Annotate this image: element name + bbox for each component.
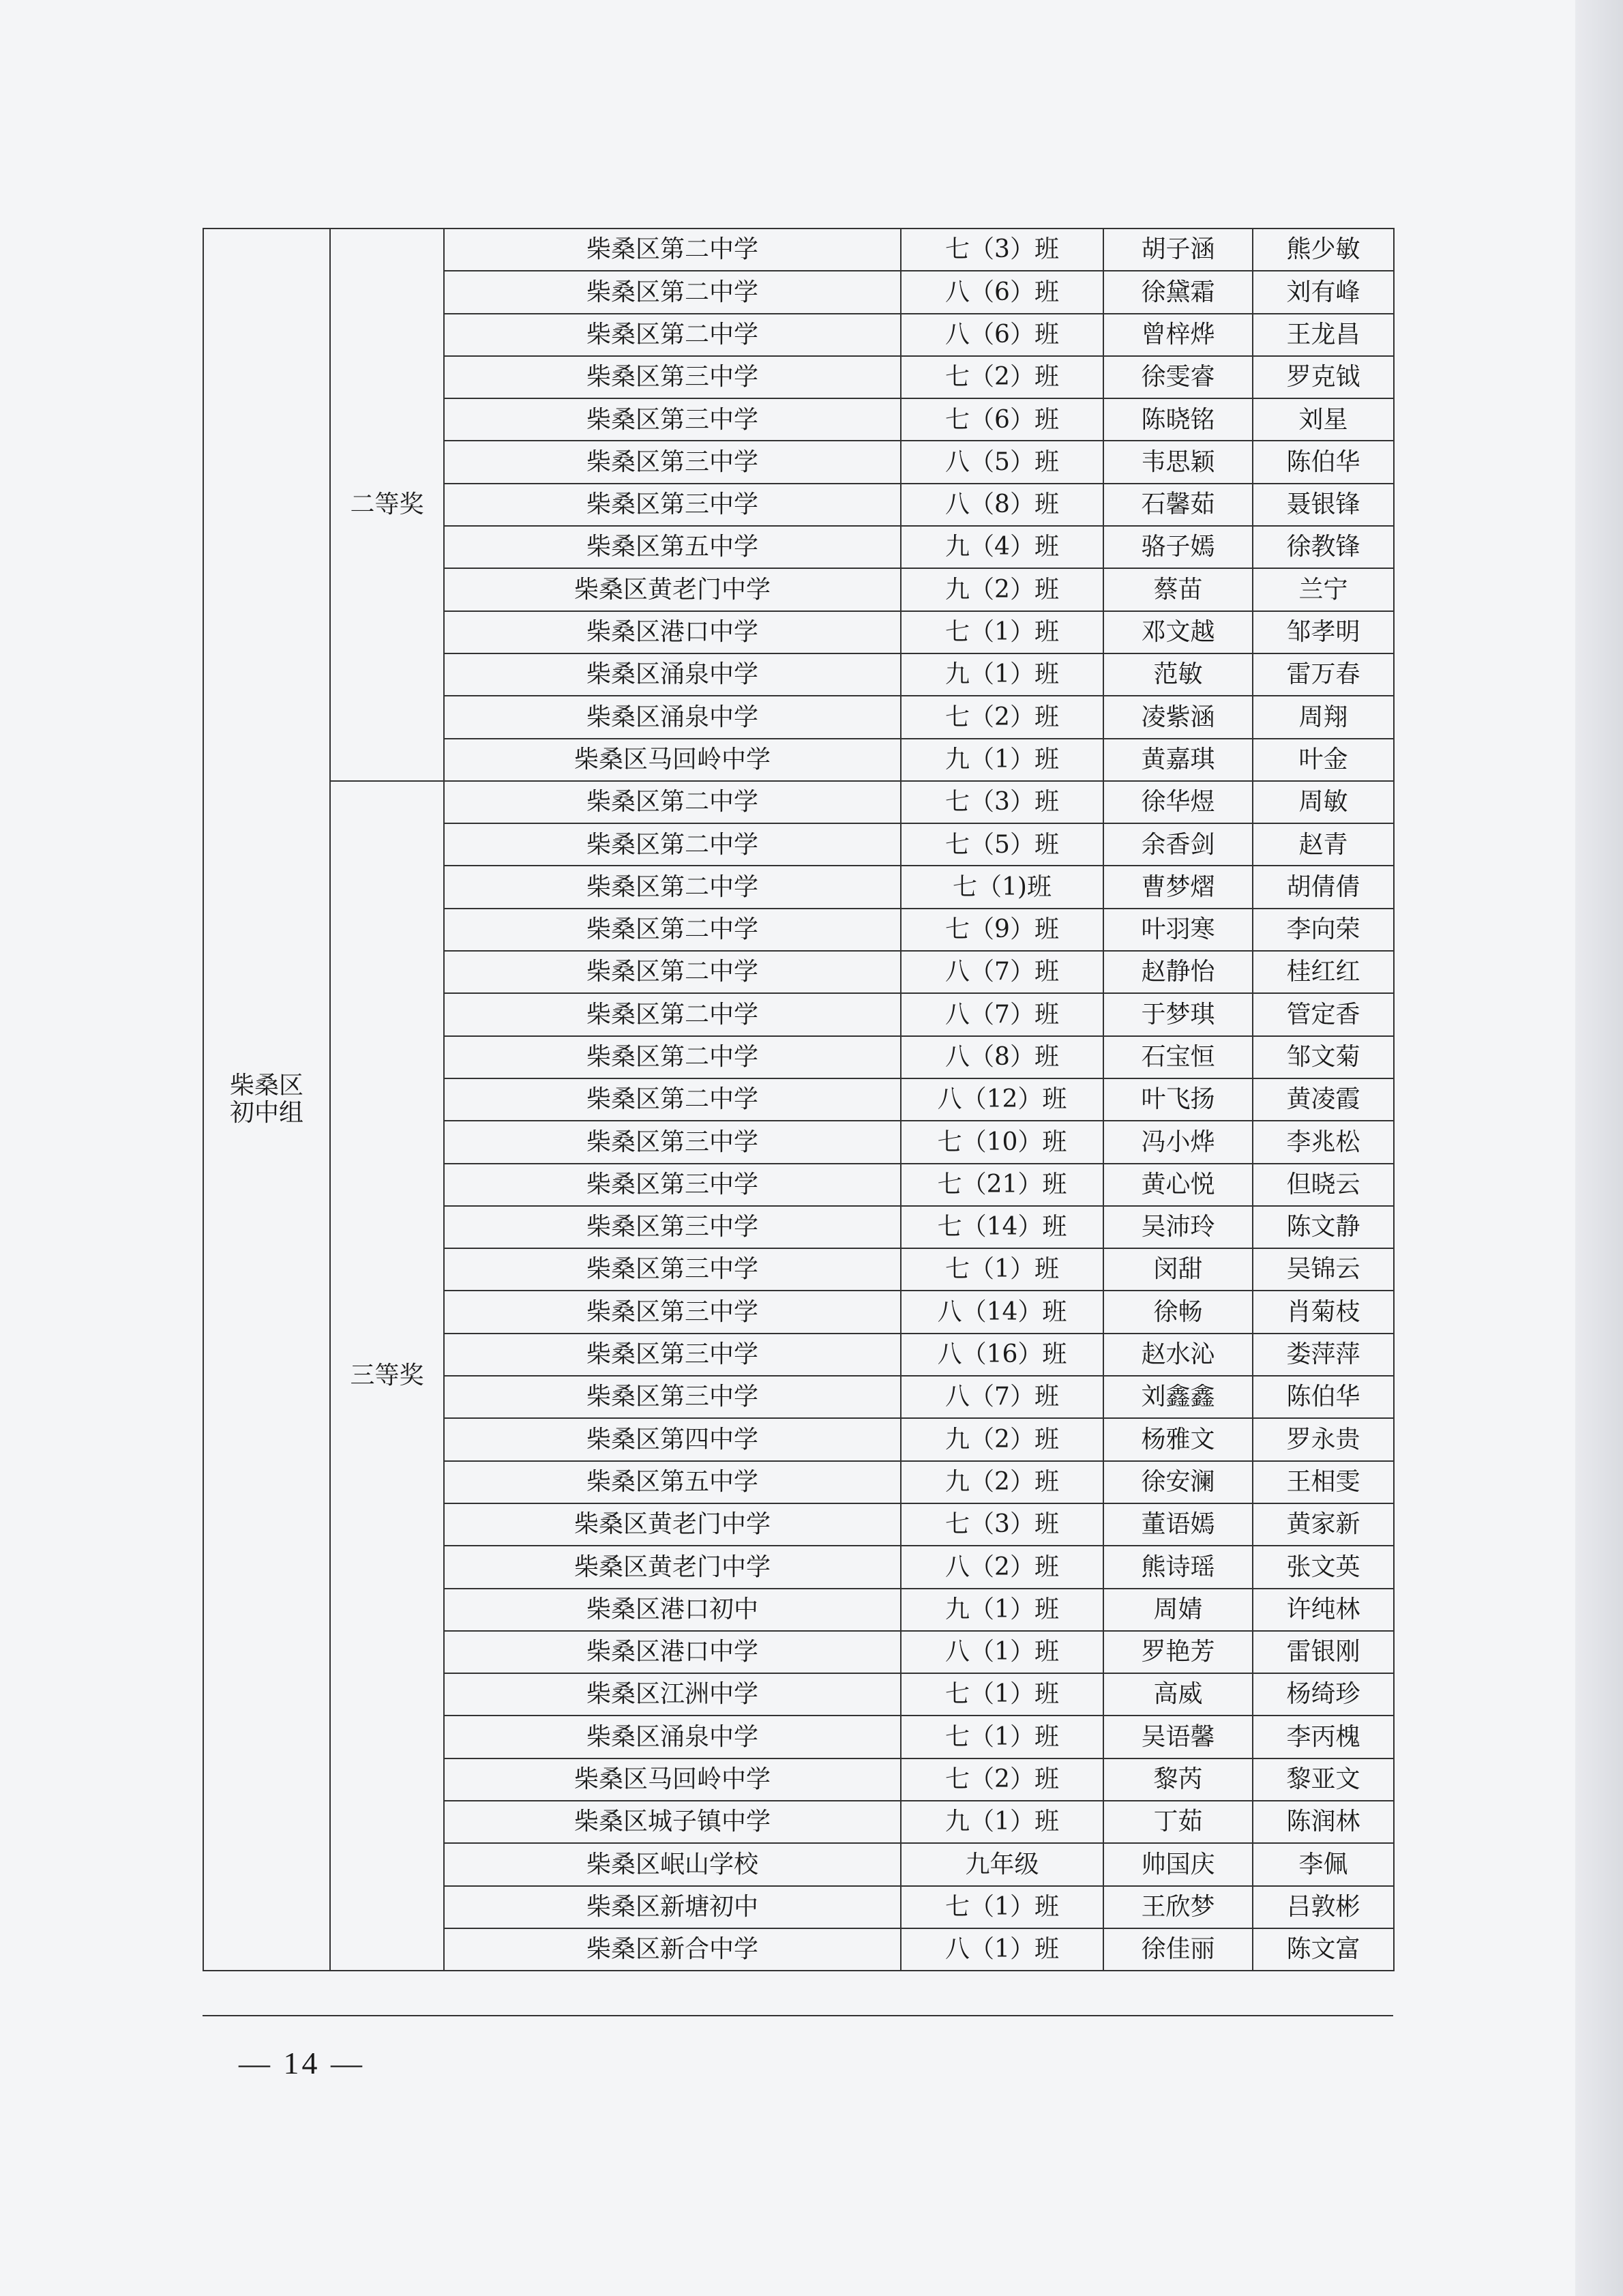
student-cell: 石宝恒: [1103, 1036, 1253, 1078]
student-cell: 赵水沁: [1103, 1334, 1253, 1376]
student-cell: 冯小烨: [1103, 1121, 1253, 1163]
teacher-cell: 黎亚文: [1253, 1758, 1394, 1801]
school-cell: 柴桑区第三中学: [444, 1248, 901, 1291]
teacher-cell: 陈文静: [1253, 1206, 1394, 1248]
class-cell: 七（6）班: [901, 398, 1103, 441]
student-cell: 丁茹: [1103, 1801, 1253, 1843]
class-cell: 九（1）班: [901, 1801, 1103, 1843]
student-cell: 熊诗瑶: [1103, 1546, 1253, 1588]
student-cell: 罗艳芳: [1103, 1631, 1253, 1673]
school-cell: 柴桑区岷山学校: [444, 1843, 901, 1885]
class-cell: 八（5）班: [901, 441, 1103, 483]
class-cell: 八（6）班: [901, 314, 1103, 356]
school-cell: 柴桑区黄老门中学: [444, 1503, 901, 1546]
class-cell: 八（8）班: [901, 1036, 1103, 1078]
student-cell: 范敏: [1103, 653, 1253, 696]
class-cell: 七（2）班: [901, 696, 1103, 738]
teacher-cell: 王相雯: [1253, 1461, 1394, 1503]
school-cell: 柴桑区第三中学: [444, 1376, 901, 1418]
class-cell: 七（3）班: [901, 781, 1103, 823]
teacher-cell: 徐教锋: [1253, 526, 1394, 568]
student-cell: 徐安澜: [1103, 1461, 1253, 1503]
teacher-cell: 罗永贵: [1253, 1418, 1394, 1460]
class-cell: 八（2）班: [901, 1546, 1103, 1588]
award-level-cell: 二等奖: [330, 229, 444, 781]
school-cell: 柴桑区第三中学: [444, 1121, 901, 1163]
teacher-cell: 张文英: [1253, 1546, 1394, 1588]
teacher-cell: 黄凌霞: [1253, 1078, 1394, 1121]
page-edge: [1575, 0, 1623, 2296]
teacher-cell: 聂银锋: [1253, 484, 1394, 526]
bottom-rule: [203, 2015, 1393, 2016]
class-cell: 七（1）班: [901, 1673, 1103, 1716]
student-cell: 徐畅: [1103, 1291, 1253, 1333]
class-cell: 八（7）班: [901, 1376, 1103, 1418]
school-cell: 柴桑区第二中学: [444, 229, 901, 271]
student-cell: 余香剑: [1103, 823, 1253, 866]
school-cell: 柴桑区第二中学: [444, 1036, 901, 1078]
student-cell: 王欣梦: [1103, 1886, 1253, 1928]
teacher-cell: 桂红红: [1253, 951, 1394, 993]
school-cell: 柴桑区港口初中: [444, 1589, 901, 1631]
school-cell: 柴桑区第二中学: [444, 993, 901, 1035]
school-cell: 柴桑区第三中学: [444, 1206, 901, 1248]
student-cell: 胡子涵: [1103, 229, 1253, 271]
school-cell: 柴桑区黄老门中学: [444, 568, 901, 610]
awards-table: [203, 228, 1395, 1971]
school-cell: 柴桑区第二中学: [444, 1078, 901, 1121]
teacher-cell: 娄萍萍: [1253, 1334, 1394, 1376]
teacher-cell: 周敏: [1253, 781, 1394, 823]
school-cell: 柴桑区第三中学: [444, 1334, 901, 1376]
school-cell: 柴桑区第二中学: [444, 823, 901, 866]
teacher-cell: 李向荣: [1253, 909, 1394, 951]
school-cell: 柴桑区第二中学: [444, 909, 901, 951]
class-cell: 七（3）班: [901, 1503, 1103, 1546]
teacher-cell: 吕敦彬: [1253, 1886, 1394, 1928]
class-cell: 七（1）班: [901, 1716, 1103, 1758]
class-cell: 八（7）班: [901, 993, 1103, 1035]
class-cell: 九（1）班: [901, 739, 1103, 781]
student-cell: 吴沛玲: [1103, 1206, 1253, 1248]
school-cell: 柴桑区第二中学: [444, 781, 901, 823]
student-cell: 曹梦熠: [1103, 866, 1253, 908]
class-cell: 八（1）班: [901, 1928, 1103, 1971]
student-cell: 叶羽寒: [1103, 909, 1253, 951]
class-cell: 八（1）班: [901, 1631, 1103, 1673]
table-row: [203, 781, 1394, 823]
teacher-cell: 李兆松: [1253, 1121, 1394, 1163]
student-cell: 徐雯睿: [1103, 356, 1253, 398]
school-cell: 柴桑区第三中学: [444, 1291, 901, 1333]
awards-table-body: [203, 229, 1394, 1971]
student-cell: 石馨茹: [1103, 484, 1253, 526]
teacher-cell: 陈伯华: [1253, 1376, 1394, 1418]
teacher-cell: 雷银刚: [1253, 1631, 1394, 1673]
teacher-cell: 兰宁: [1253, 568, 1394, 610]
class-cell: 八（16）班: [901, 1334, 1103, 1376]
teacher-cell: 罗克钺: [1253, 356, 1394, 398]
group-name-line2: 初中组: [229, 1099, 303, 1128]
student-cell: 韦思颖: [1103, 441, 1253, 483]
class-cell: 七（14）班: [901, 1206, 1103, 1248]
school-cell: 柴桑区第三中学: [444, 484, 901, 526]
student-cell: 黎芮: [1103, 1758, 1253, 1801]
school-cell: 柴桑区第五中学: [444, 1461, 901, 1503]
teacher-cell: 陈伯华: [1253, 441, 1394, 483]
class-cell: 八（7）班: [901, 951, 1103, 993]
school-cell: 柴桑区港口中学: [444, 611, 901, 653]
student-cell: 邓文越: [1103, 611, 1253, 653]
school-cell: 柴桑区马回岭中学: [444, 739, 901, 781]
class-cell: 九年级: [901, 1843, 1103, 1885]
class-cell: 七（5）班: [901, 823, 1103, 866]
student-cell: 闵甜: [1103, 1248, 1253, 1291]
group-name-line1: 柴桑区: [229, 1072, 303, 1100]
class-cell: 九（2）班: [901, 568, 1103, 610]
student-cell: 黄嘉琪: [1103, 739, 1253, 781]
teacher-cell: 管定香: [1253, 993, 1394, 1035]
student-cell: 曾梓烨: [1103, 314, 1253, 356]
student-cell: 董语嫣: [1103, 1503, 1253, 1546]
class-cell: 九（1）班: [901, 653, 1103, 696]
student-cell: 凌紫涵: [1103, 696, 1253, 738]
teacher-cell: 许纯林: [1253, 1589, 1394, 1631]
teacher-cell: 李丙槐: [1253, 1716, 1394, 1758]
school-cell: 柴桑区第三中学: [444, 1164, 901, 1206]
school-cell: 柴桑区港口中学: [444, 1631, 901, 1673]
teacher-cell: 叶金: [1253, 739, 1394, 781]
class-cell: 八（12）班: [901, 1078, 1103, 1121]
student-cell: 吴语馨: [1103, 1716, 1253, 1758]
teacher-cell: 吴锦云: [1253, 1248, 1394, 1291]
school-cell: 柴桑区新合中学: [444, 1928, 901, 1971]
school-cell: 柴桑区第五中学: [444, 526, 901, 568]
teacher-cell: 刘星: [1253, 398, 1394, 441]
class-cell: 七（3）班: [901, 229, 1103, 271]
class-cell: 七（10）班: [901, 1121, 1103, 1163]
class-cell: 七（1）班: [901, 1248, 1103, 1291]
teacher-cell: 陈润林: [1253, 1801, 1394, 1843]
school-cell: 柴桑区第三中学: [444, 356, 901, 398]
class-cell: 八（8）班: [901, 484, 1103, 526]
class-cell: 七（2）班: [901, 1758, 1103, 1801]
class-cell: 七（9）班: [901, 909, 1103, 951]
teacher-cell: 胡倩倩: [1253, 866, 1394, 908]
teacher-cell: 但晓云: [1253, 1164, 1394, 1206]
class-cell: 七（1）班: [901, 611, 1103, 653]
school-cell: 柴桑区涌泉中学: [444, 1716, 901, 1758]
teacher-cell: 邹孝明: [1253, 611, 1394, 653]
school-cell: 柴桑区第二中学: [444, 271, 901, 313]
school-cell: 柴桑区马回岭中学: [444, 1758, 901, 1801]
student-cell: 刘鑫鑫: [1103, 1376, 1253, 1418]
student-cell: 赵静怡: [1103, 951, 1253, 993]
class-cell: 八（14）班: [901, 1291, 1103, 1333]
student-cell: 帅国庆: [1103, 1843, 1253, 1885]
award-level-cell: 三等奖: [330, 781, 444, 1971]
student-cell: 徐黛霜: [1103, 271, 1253, 313]
teacher-cell: 周翔: [1253, 696, 1394, 738]
school-cell: 柴桑区涌泉中学: [444, 653, 901, 696]
class-cell: 七（1)班: [901, 866, 1103, 908]
class-cell: 九（1）班: [901, 1589, 1103, 1631]
class-cell: 七（2）班: [901, 356, 1103, 398]
school-cell: 柴桑区涌泉中学: [444, 696, 901, 738]
teacher-cell: 李佩: [1253, 1843, 1394, 1885]
student-cell: 杨雅文: [1103, 1418, 1253, 1460]
teacher-cell: 王龙昌: [1253, 314, 1394, 356]
teacher-cell: 赵青: [1253, 823, 1394, 866]
teacher-cell: 肖菊枝: [1253, 1291, 1394, 1333]
student-cell: 徐佳丽: [1103, 1928, 1253, 1971]
school-cell: 柴桑区第二中学: [444, 951, 901, 993]
group-cell: [203, 229, 330, 1971]
school-cell: 柴桑区第二中学: [444, 866, 901, 908]
teacher-cell: 陈文富: [1253, 1928, 1394, 1971]
student-cell: 黄心悦: [1103, 1164, 1253, 1206]
student-cell: 骆子嫣: [1103, 526, 1253, 568]
class-cell: 八（6）班: [901, 271, 1103, 313]
school-cell: 柴桑区江洲中学: [444, 1673, 901, 1716]
page-number: — 14 —: [239, 2046, 365, 2080]
school-cell: 柴桑区第三中学: [444, 398, 901, 441]
teacher-cell: 刘有峰: [1253, 271, 1394, 313]
student-cell: 高威: [1103, 1673, 1253, 1716]
student-cell: 于梦琪: [1103, 993, 1253, 1035]
school-cell: 柴桑区新塘初中: [444, 1886, 901, 1928]
teacher-cell: 杨绮珍: [1253, 1673, 1394, 1716]
school-cell: 柴桑区第三中学: [444, 441, 901, 483]
teacher-cell: 熊少敏: [1253, 229, 1394, 271]
class-cell: 九（2）班: [901, 1461, 1103, 1503]
class-cell: 九（2）班: [901, 1418, 1103, 1460]
school-cell: 柴桑区城子镇中学: [444, 1801, 901, 1843]
teacher-cell: 雷万春: [1253, 653, 1394, 696]
teacher-cell: 邹文菊: [1253, 1036, 1394, 1078]
school-cell: 柴桑区黄老门中学: [444, 1546, 901, 1588]
student-cell: 徐华煜: [1103, 781, 1253, 823]
student-cell: 陈晓铭: [1103, 398, 1253, 441]
student-cell: 蔡苗: [1103, 568, 1253, 610]
student-cell: 叶飞扬: [1103, 1078, 1253, 1121]
class-cell: 七（21）班: [901, 1164, 1103, 1206]
class-cell: 九（4）班: [901, 526, 1103, 568]
school-cell: 柴桑区第二中学: [444, 314, 901, 356]
table-row: [203, 229, 1394, 271]
teacher-cell: 黄家新: [1253, 1503, 1394, 1546]
school-cell: 柴桑区第四中学: [444, 1418, 901, 1460]
student-cell: 周婧: [1103, 1589, 1253, 1631]
class-cell: 七（1）班: [901, 1886, 1103, 1928]
